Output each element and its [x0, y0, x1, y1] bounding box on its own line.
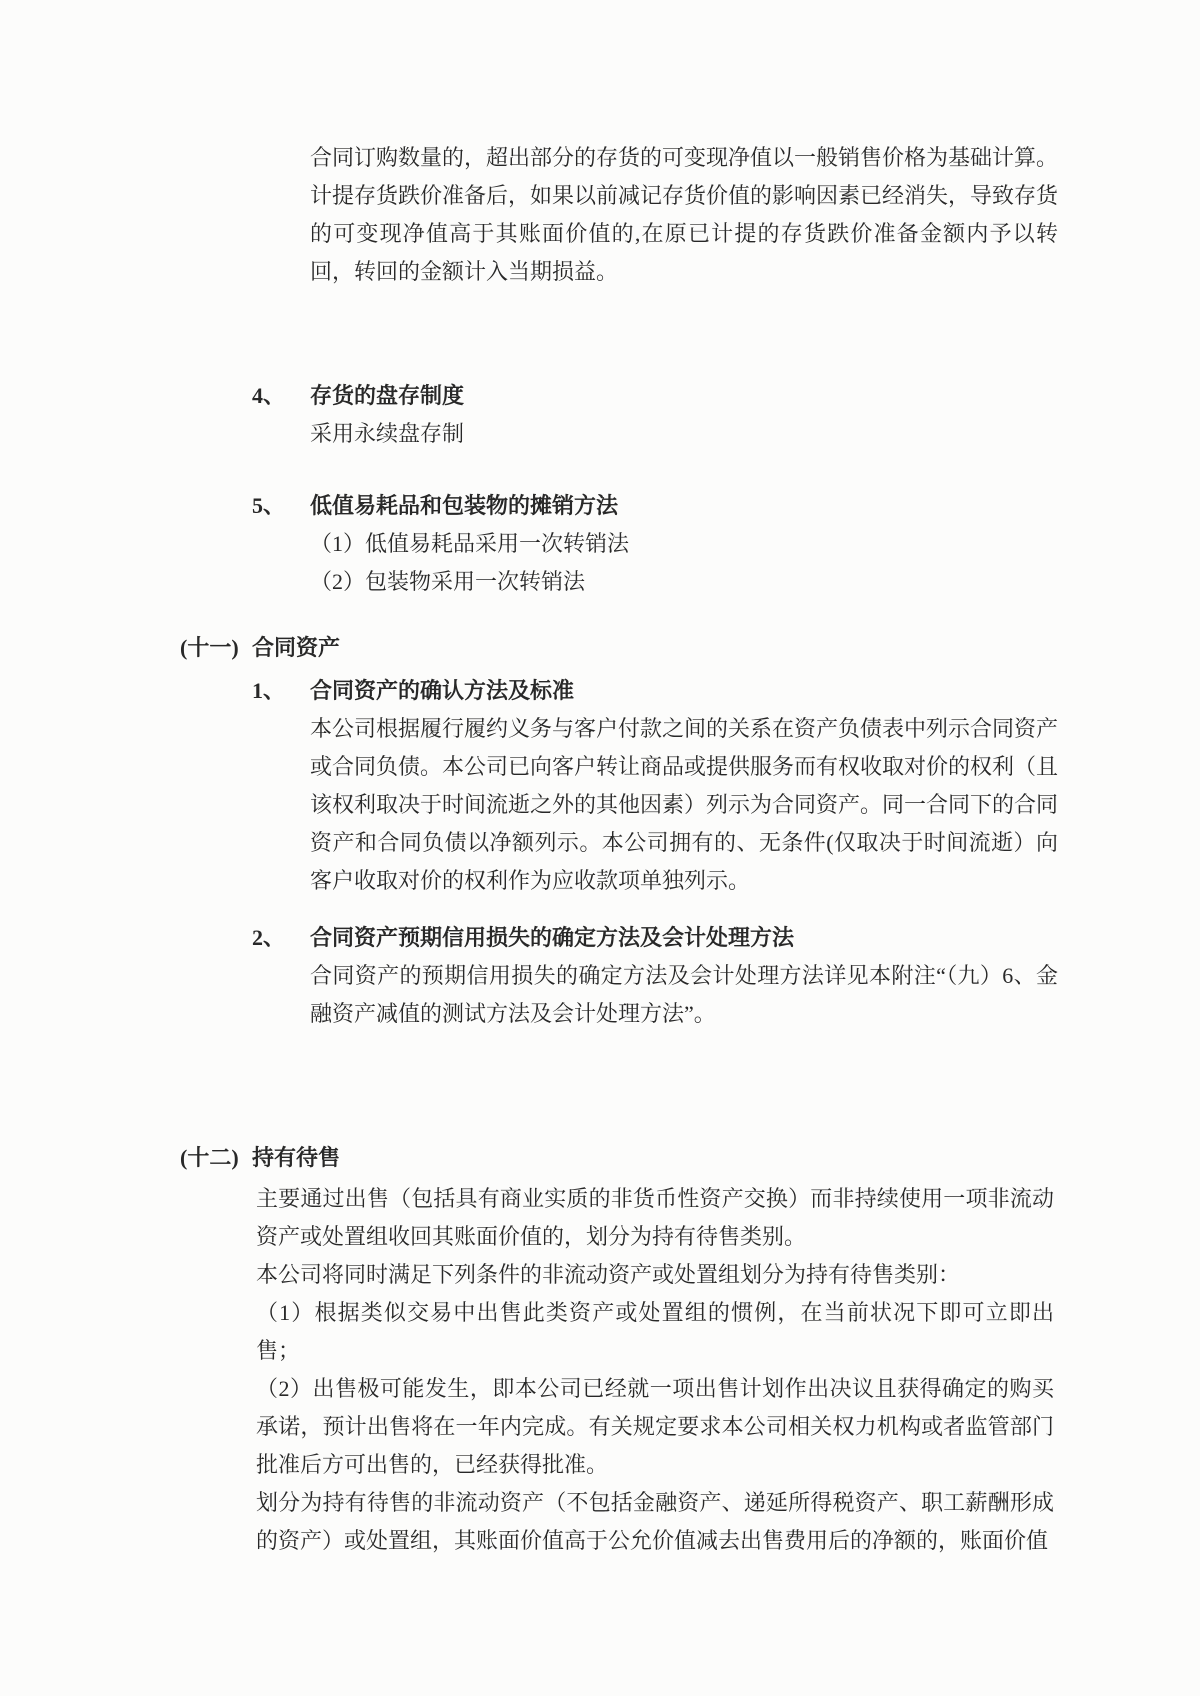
- section-heading-12: [180, 1139, 1058, 1177]
- item-number: 5、: [252, 493, 286, 518]
- item-body-line: （1）低值易耗品采用一次转销法: [310, 531, 630, 556]
- item-paragraph: 本公司根据履行履约义务与客户付款之间的关系在资产负债表中列示合同资产或合同负债。本公司已向客户转让商品或提供服务而有权收取对价的权利（且该权利取决于时间流逝之外的其他因素）列示为合同资产。同一合同下的合同资产和合同负债以净额列示。本公司拥有的、无条件(仅取决于时间流逝）向客户收取对价的权利作为应收款项单独列示。: [310, 716, 1059, 893]
- item-number: 4、: [252, 383, 286, 408]
- section-paragraph: （1）根据类似交易中出售此类资产或处置组的惯例，在当前状况下即可立即出售；: [256, 1300, 1054, 1363]
- item-body: 采用永续盘存制: [310, 421, 465, 446]
- numbered-item-5: [252, 487, 1058, 601]
- section-paragraph: 划分为持有待售的非流动资产（不包括金融资产、递延所得税资产、职工薪酬形成的资产）或处置组，其账面价值高于公允价值减去出售费用后的净额的，账面价值: [256, 1490, 1054, 1553]
- section-heading-11: [180, 629, 1058, 667]
- item-paragraph: 合同资产的预期信用损失的确定方法及会计处理方法详见本附注“（九）6、金融资产减值的测试方法及会计处理方法”。: [310, 963, 1058, 1026]
- section-11-item-1: [252, 672, 1058, 900]
- item-title: 合同资产的确认方法及标准: [310, 678, 575, 703]
- section-title: 合同资产: [252, 635, 341, 660]
- section-12-body: [256, 1180, 1054, 1560]
- item-title: 存货的盘存制度: [310, 383, 465, 408]
- section-paragraph: 主要通过出售（包括具有商业实质的非货币性资产交换）而非持续使用一项非流动资产或处置组收回其账面价值的，划分为持有待售类别。: [256, 1186, 1054, 1249]
- section-11-item-2: [252, 919, 1058, 1033]
- item-title: 合同资产预期信用损失的确定方法及会计处理方法: [310, 925, 795, 950]
- section-paragraph: （2）出售极可能发生，即本公司已经就一项出售计划作出决议且获得确定的购买承诺，预计出售将在一年内完成。有关规定要求本公司相关权力机构或者监管部门批准后方可出售的，已经获得批准。: [256, 1376, 1054, 1477]
- section-label: (十二): [180, 1145, 239, 1170]
- section-title: 持有待售: [252, 1145, 341, 1170]
- item-number: 1、: [252, 678, 286, 703]
- section-label: (十一): [180, 635, 239, 660]
- item-title: 低值易耗品和包装物的摊销方法: [310, 493, 619, 518]
- item-body-line: （2）包装物采用一次转销法: [310, 569, 586, 594]
- section-paragraph: 本公司将同时满足下列条件的非流动资产或处置组划分为持有待售类别：: [256, 1262, 961, 1287]
- numbered-item-4: [252, 377, 1058, 453]
- intro-paragraph: 合同订购数量的，超出部分的存货的可变现净值以一般销售价格为基础计算。计提存货跌价准备后，如果以前减记存货价值的影响因素已经消失，导致存货的可变现净值高于其账面价值的,在原已计提的存货跌价准备金额内予以转回，转回的金额计入当期损益。: [310, 145, 1059, 284]
- item-number: 2、: [252, 925, 286, 950]
